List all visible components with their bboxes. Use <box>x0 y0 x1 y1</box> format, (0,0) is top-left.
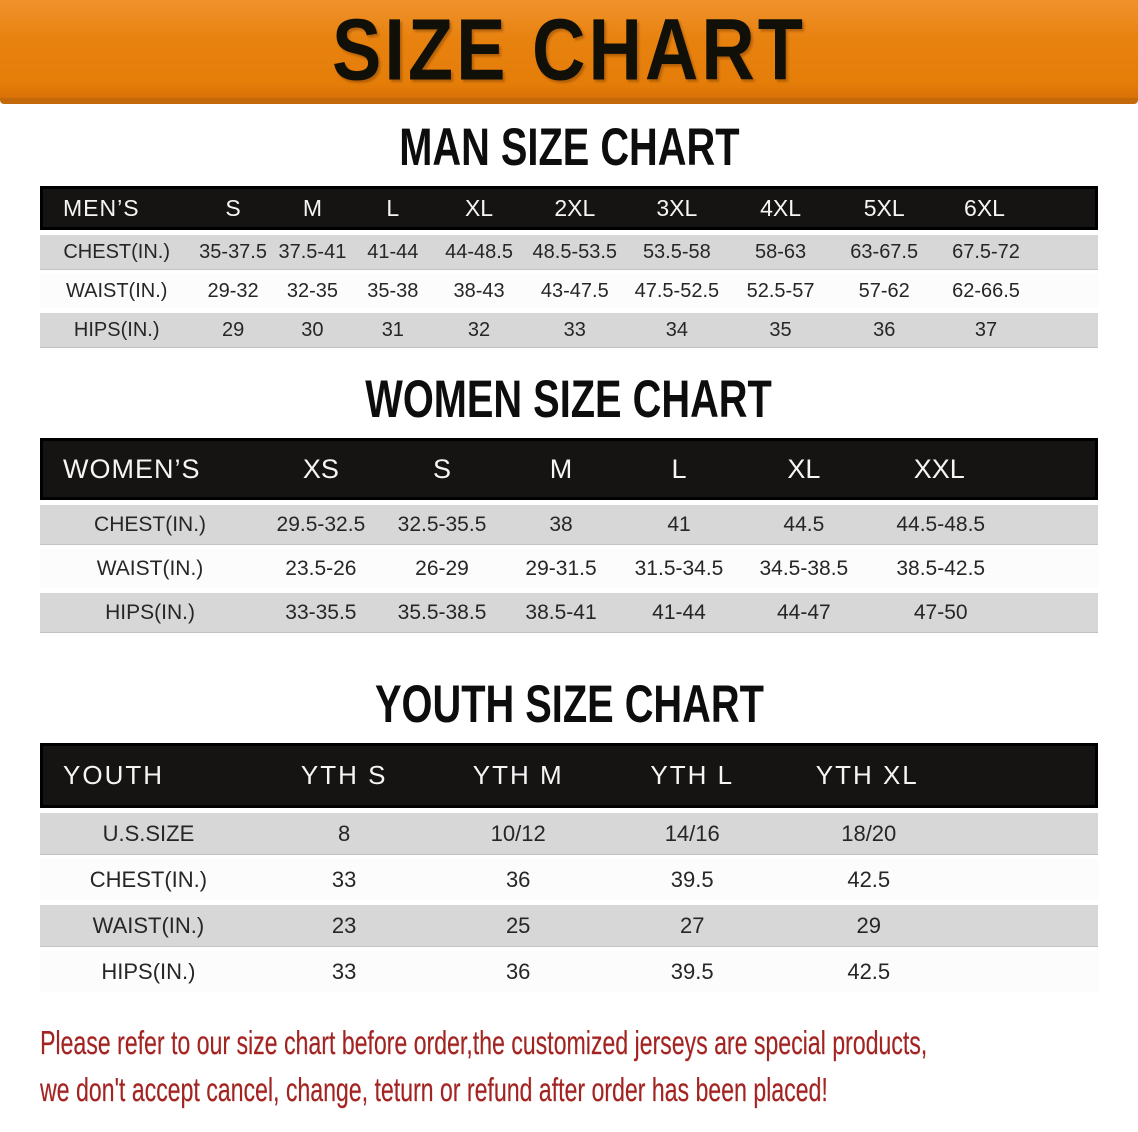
column-header: XXL <box>869 438 1098 500</box>
row-label: WAIST(IN.) <box>40 549 260 588</box>
women-section <box>0 369 1138 637</box>
size-value: 34 <box>625 313 729 347</box>
column-header: YTH L <box>605 743 780 808</box>
size-value: 35-37.5 <box>193 235 272 269</box>
table-row <box>40 505 1098 544</box>
size-value: 43-47.5 <box>525 274 626 308</box>
size-value: 38.5-41 <box>502 593 619 632</box>
size-value: 36 <box>431 859 605 900</box>
table-group-label: MEN’S <box>40 186 193 230</box>
men-section <box>0 117 1138 352</box>
column-header: YTH M <box>431 743 605 808</box>
disclaimer-line-2: we don't accept cancel, change, teturn or refund after order has been placed! <box>40 1071 828 1108</box>
size-value: 47-50 <box>869 593 1098 632</box>
men-size-table <box>40 181 1098 352</box>
column-header: L <box>620 438 738 500</box>
size-value: 33 <box>257 951 432 992</box>
column-header: L <box>352 186 433 230</box>
column-header: S <box>382 438 503 500</box>
size-value: 37.5-41 <box>273 235 352 269</box>
size-value: 23 <box>257 905 432 946</box>
size-value: 39.5 <box>605 859 780 900</box>
table-row <box>40 235 1098 269</box>
size-value: 35.5-38.5 <box>382 593 503 632</box>
row-label: HIPS(IN.) <box>40 593 260 632</box>
size-value: 41 <box>620 505 738 544</box>
column-header: YTH XL <box>780 743 1099 808</box>
size-value: 37 <box>936 313 1098 347</box>
table-row <box>40 859 1098 900</box>
size-value: 32-35 <box>273 274 352 308</box>
size-value: 44.5 <box>738 505 869 544</box>
table-header-row <box>40 743 1098 808</box>
size-value: 14/16 <box>605 813 780 854</box>
size-value: 29.5-32.5 <box>260 505 382 544</box>
disclaimer-line-1: Please refer to our size chart before order,the customized jerseys are special products, <box>40 1024 928 1061</box>
size-value: 44.5-48.5 <box>869 505 1098 544</box>
size-value: 30 <box>273 313 352 347</box>
women-size-table <box>40 433 1098 637</box>
size-value: 23.5-26 <box>260 549 382 588</box>
row-label: HIPS(IN.) <box>40 951 257 992</box>
size-value: 38 <box>502 505 619 544</box>
row-label: U.S.SIZE <box>40 813 257 854</box>
column-header: 2XL <box>525 186 626 230</box>
table-row <box>40 905 1098 946</box>
column-header: M <box>502 438 619 500</box>
size-value: 10/12 <box>431 813 605 854</box>
table-header-row <box>40 186 1098 230</box>
size-value: 41-44 <box>620 593 738 632</box>
size-value: 31.5-34.5 <box>620 549 738 588</box>
size-value: 31 <box>352 313 433 347</box>
size-value: 36 <box>431 951 605 992</box>
size-value: 47.5-52.5 <box>625 274 729 308</box>
size-value: 44-47 <box>738 593 869 632</box>
size-value: 38.5-42.5 <box>869 549 1098 588</box>
men-section-heading <box>0 117 1138 177</box>
row-label: CHEST(IN.) <box>40 505 260 544</box>
column-header: 3XL <box>625 186 729 230</box>
size-value: 57-62 <box>832 274 936 308</box>
table-group-label: WOMEN’S <box>40 438 260 500</box>
column-header: XL <box>738 438 869 500</box>
column-header: YTH S <box>257 743 432 808</box>
men-section-heading-text: MAN SIZE CHART <box>398 117 740 177</box>
table-row <box>40 593 1098 632</box>
column-header: 6XL <box>936 186 1098 230</box>
size-value: 39.5 <box>605 951 780 992</box>
size-value: 18/20 <box>780 813 1099 854</box>
column-header: 4XL <box>729 186 833 230</box>
size-value: 32 <box>434 313 525 347</box>
women-section-heading <box>0 369 1138 429</box>
size-value: 67.5-72 <box>936 235 1098 269</box>
size-value: 27 <box>605 905 780 946</box>
table-group-label: YOUTH <box>40 743 257 808</box>
size-value: 48.5-53.5 <box>525 235 626 269</box>
size-value: 36 <box>832 313 936 347</box>
row-label: WAIST(IN.) <box>40 905 257 946</box>
size-value: 35 <box>729 313 833 347</box>
size-value: 42.5 <box>780 951 1099 992</box>
size-value: 53.5-58 <box>625 235 729 269</box>
size-value: 26-29 <box>382 549 503 588</box>
youth-section-heading-text: YOUTH SIZE CHART <box>374 674 764 734</box>
size-value: 52.5-57 <box>729 274 833 308</box>
row-label: HIPS(IN.) <box>40 313 193 347</box>
size-value: 29 <box>193 313 272 347</box>
size-value: 58-63 <box>729 235 833 269</box>
size-value: 62-66.5 <box>936 274 1098 308</box>
size-value: 8 <box>257 813 432 854</box>
youth-section <box>0 674 1138 997</box>
row-label: CHEST(IN.) <box>40 235 193 269</box>
youth-size-table <box>40 738 1098 997</box>
size-value: 33 <box>257 859 432 900</box>
column-header: M <box>273 186 352 230</box>
size-value: 34.5-38.5 <box>738 549 869 588</box>
size-value: 33 <box>525 313 626 347</box>
size-value: 42.5 <box>780 859 1099 900</box>
size-value: 41-44 <box>352 235 433 269</box>
women-section-heading-text: WOMEN SIZE CHART <box>365 369 773 429</box>
size-value: 29 <box>780 905 1099 946</box>
row-label: WAIST(IN.) <box>40 274 193 308</box>
size-value: 44-48.5 <box>434 235 525 269</box>
column-header: 5XL <box>832 186 936 230</box>
column-header: XS <box>260 438 382 500</box>
size-value: 63-67.5 <box>832 235 936 269</box>
size-value: 29-32 <box>193 274 272 308</box>
size-value: 29-31.5 <box>502 549 619 588</box>
size-value: 32.5-35.5 <box>382 505 503 544</box>
size-value: 35-38 <box>352 274 433 308</box>
table-row <box>40 549 1098 588</box>
page-title: SIZE CHART <box>332 0 806 98</box>
table-row <box>40 951 1098 992</box>
youth-section-heading <box>0 674 1138 734</box>
table-row <box>40 313 1098 347</box>
table-row <box>40 274 1098 308</box>
size-value: 33-35.5 <box>260 593 382 632</box>
column-header: XL <box>434 186 525 230</box>
size-value: 25 <box>431 905 605 946</box>
banner <box>0 0 1138 104</box>
row-label: CHEST(IN.) <box>40 859 257 900</box>
table-header-row <box>40 438 1098 500</box>
column-header: S <box>193 186 272 230</box>
disclaimer <box>40 1019 1138 1113</box>
size-value: 38-43 <box>434 274 525 308</box>
table-row <box>40 813 1098 854</box>
